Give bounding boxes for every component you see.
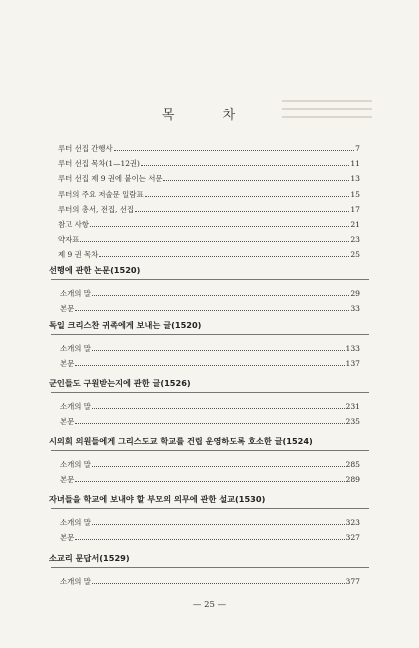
toc-entry-label: 소개의 말	[60, 289, 91, 298]
toc-entry[interactable]	[60, 344, 360, 354]
toc-entry-page: 327	[345, 533, 360, 542]
toc-entry[interactable]	[58, 250, 360, 260]
toc-entry-label: 제 9 권 목차	[58, 250, 99, 260]
toc-entry-page: 323	[345, 518, 360, 527]
dot-leader	[92, 577, 345, 584]
toc-entry[interactable]	[58, 205, 360, 215]
toc-entry[interactable]	[60, 460, 360, 470]
dot-leader	[90, 220, 349, 227]
dot-leader	[92, 289, 349, 296]
section-heading: 독일 크리스찬 귀족에게 보내는 글(1520)	[49, 320, 202, 330]
toc-entry-page: 133	[345, 344, 360, 353]
toc-entry-page: 137	[345, 359, 360, 368]
toc-entry-label: 루터 선집 제 9 권에 붙이는 서문	[58, 174, 163, 184]
toc-entry-page: 33	[350, 304, 360, 313]
dot-leader	[75, 475, 344, 482]
dot-leader	[75, 359, 344, 366]
toc-entry[interactable]	[60, 475, 360, 485]
toc-entry-page: 285	[345, 460, 360, 469]
toc-entry[interactable]	[60, 289, 360, 299]
toc-entry-label: 소개의 말	[60, 577, 91, 586]
dot-leader	[163, 174, 349, 181]
toc-entry-page: 29	[350, 289, 360, 298]
section-heading: 소교리 문답서(1529)	[49, 553, 130, 563]
toc-entry[interactable]	[58, 144, 360, 154]
toc-entry[interactable]	[58, 174, 360, 184]
toc-entry[interactable]	[58, 159, 360, 169]
toc-entry-label: 소개의 말	[60, 460, 91, 469]
toc-entry-label: 참고 사항	[58, 220, 89, 229]
toc-entry-page: 7	[355, 144, 360, 153]
dot-leader	[114, 144, 354, 151]
section-rule	[51, 392, 369, 393]
toc-entry-page: 13	[350, 174, 360, 184]
toc-entry-label: 소개의 말	[60, 344, 91, 353]
toc-entry-label: 본문	[60, 417, 75, 426]
toc-entry[interactable]	[60, 518, 360, 528]
toc-entry-label: 루터 선집 간행사	[58, 144, 113, 153]
toc-entry-page: 231	[345, 402, 360, 411]
toc-entry[interactable]	[60, 577, 360, 587]
toc-entry[interactable]	[60, 533, 360, 543]
toc-entry-page: 289	[345, 475, 360, 484]
section-heading: 시의회 의원들에게 그리스도교 학교를 건립 운영하도록 호소한 글(1524)	[49, 436, 313, 446]
toc-entry[interactable]	[60, 402, 360, 412]
toc-entry-label: 루터의 총서, 전집, 선집	[58, 204, 135, 214]
dot-leader	[92, 344, 345, 351]
toc-entry-page: 23	[350, 235, 360, 245]
toc-entry-page: 21	[350, 220, 360, 229]
dot-leader	[145, 190, 350, 197]
toc-entry-label: 루터의 주요 저술문 일람표	[58, 189, 144, 199]
page-number-footer: — 25 —	[192, 600, 227, 610]
toc-entry-label: 소개의 말	[60, 402, 91, 411]
dot-leader	[135, 205, 349, 212]
section-rule	[51, 334, 369, 335]
section-rule	[51, 508, 369, 509]
section-heading: 군인들도 구원받는지에 관한 글(1526)	[49, 378, 191, 388]
toc-entry[interactable]	[58, 235, 360, 245]
toc-entry[interactable]	[60, 359, 360, 369]
toc-entry-page: 15	[350, 189, 360, 199]
dot-leader	[92, 460, 345, 467]
toc-entry-label: 약자표	[58, 235, 80, 245]
toc-entry-label: 본문	[60, 533, 75, 542]
dot-leader	[80, 235, 349, 242]
section-rule	[51, 450, 369, 451]
dot-leader	[99, 250, 349, 257]
toc-entry-label: 소개의 말	[60, 518, 91, 527]
dot-leader	[92, 518, 345, 525]
dot-leader	[75, 417, 344, 424]
toc-entry[interactable]	[60, 304, 360, 314]
toc-entry-label: 본문	[60, 359, 75, 368]
toc-entry-page: 17	[350, 204, 360, 214]
dot-leader	[92, 402, 345, 409]
dot-leader	[75, 533, 344, 540]
toc-entry[interactable]	[58, 190, 360, 200]
toc-entry-page: 25	[350, 250, 360, 260]
section-rule	[51, 279, 369, 280]
toc-entry-page: 235	[345, 417, 360, 426]
toc-entry-label: 루터 선집 목차(1—12권)	[58, 159, 140, 169]
toc-entry[interactable]	[60, 417, 360, 427]
dot-leader	[141, 159, 349, 166]
toc-entry-page: 377	[345, 577, 360, 586]
section-heading: 선행에 관한 논문(1520)	[49, 265, 141, 275]
dot-leader	[75, 304, 349, 311]
page-title: 목 차	[161, 108, 258, 123]
toc-entry-label: 본문	[60, 475, 75, 484]
section-rule	[51, 567, 369, 568]
toc-entry-page: 11	[350, 159, 360, 169]
toc-entry[interactable]	[58, 220, 360, 230]
toc-entry-label: 본문	[60, 304, 75, 313]
section-heading: 자녀들을 학교에 보내야 할 부모의 의무에 관한 설교(1530)	[49, 494, 266, 504]
